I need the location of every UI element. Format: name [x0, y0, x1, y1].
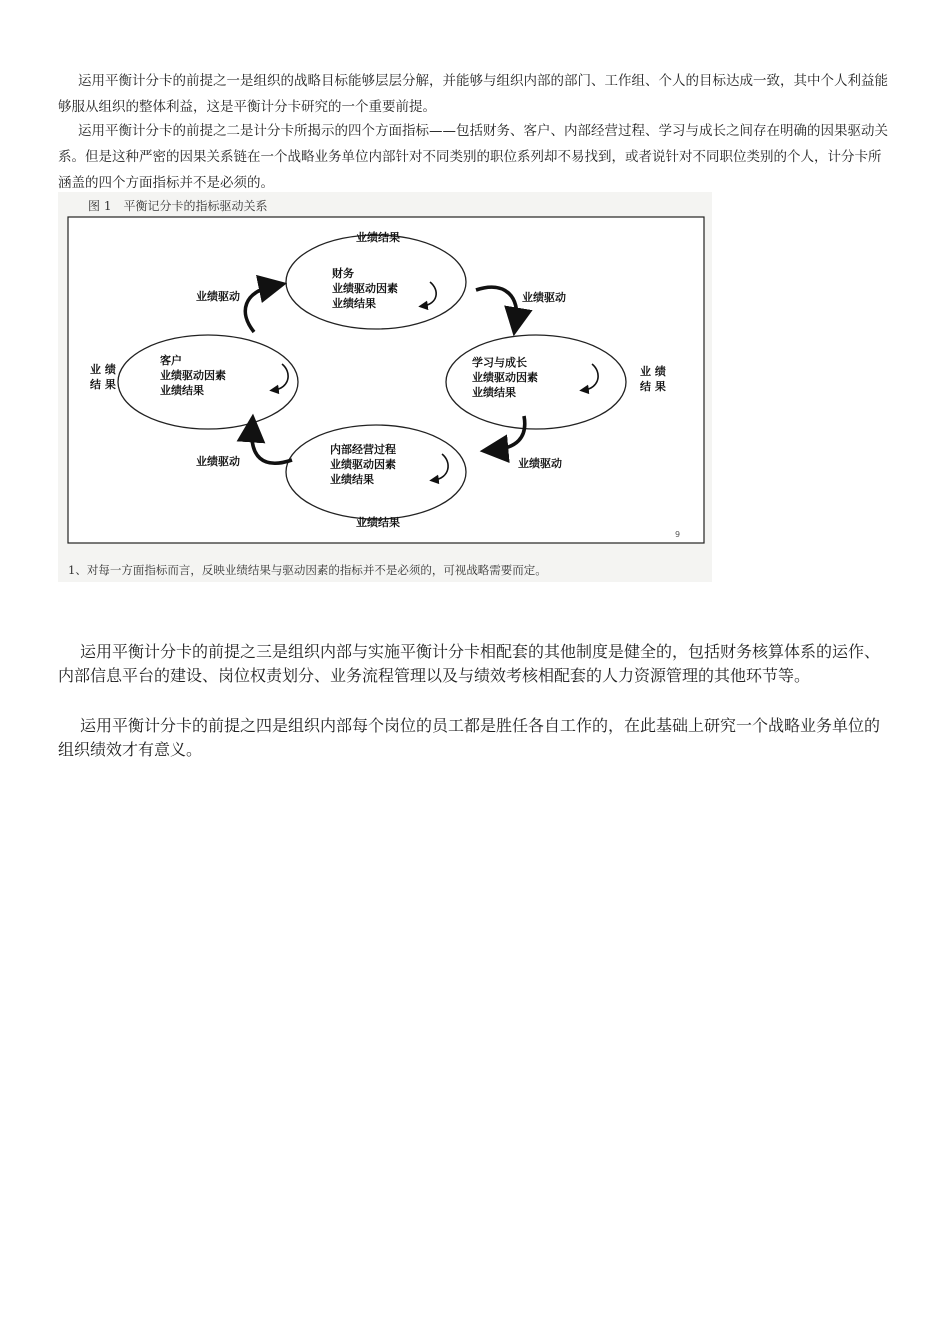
label-result-right-line1: 业 绩 [640, 365, 666, 378]
label-result-right [640, 364, 666, 394]
node-finance-name: 财务 [332, 267, 354, 280]
figure-title: 图 1 平衡记分卡的指标驱动关系 [88, 199, 268, 213]
node-learning-drivers: 业绩驱动因素 [472, 371, 538, 384]
figure-page-mark: 9 [675, 530, 681, 539]
node-customer [160, 353, 226, 398]
node-learning-growth [472, 355, 538, 400]
node-customer-results: 业绩结果 [160, 384, 204, 397]
node-process-results: 业绩结果 [330, 473, 374, 486]
label-drive-bottom-left: 业绩驱动 [196, 455, 240, 468]
node-learning-name: 学习与成长 [472, 356, 527, 369]
node-finance [332, 266, 398, 311]
node-finance-results: 业绩结果 [332, 297, 376, 310]
paragraph-premise-3: 运用平衡计分卡的前提之三是组织内部与实施平衡计分卡相配套的其他制度是健全的，包括财务核算体系的运作、内部信息平台的建设、岗位权责划分、业务流程管理以及与绩效考核相配套的人力资源管理的其他环节等。 [58, 642, 881, 685]
node-finance-drivers: 业绩驱动因素 [332, 282, 398, 295]
label-result-left-line1: 业 绩 [90, 363, 116, 376]
node-process-drivers: 业绩驱动因素 [330, 458, 396, 471]
label-drive-bottom-right: 业绩驱动 [518, 457, 562, 470]
figure-scorecard-driver-diagram [58, 192, 712, 582]
node-internal-process [330, 442, 396, 487]
label-drive-top-left: 业绩驱动 [196, 290, 240, 303]
node-process-name: 内部经营过程 [330, 443, 396, 456]
label-result-left-line2: 结 果 [90, 378, 116, 391]
label-drive-top-right: 业绩驱动 [522, 291, 566, 304]
node-learning-results: 业绩结果 [472, 386, 516, 399]
paragraph-premise-4: 运用平衡计分卡的前提之四是组织内部每个岗位的员工都是胜任各自工作的，在此基础上研究一个战略业务单位的组织绩效才有意义。 [58, 716, 881, 759]
node-customer-name: 客户 [160, 354, 182, 367]
figure-footnote: 1、对每一方面指标而言，反映业绩结果与驱动因素的指标并不是必须的，可视战略需要而定。 [68, 563, 547, 577]
label-result-right-line2: 结 果 [640, 380, 666, 393]
node-customer-drivers: 业绩驱动因素 [160, 369, 226, 382]
paragraph-premise-1: 运用平衡计分卡的前提之一是组织的战略目标能够层层分解，并能够与组织内部的部门、工作组、个人的目标达成一致，其中个人利益能够服从组织的整体利益，这是平衡计分卡研究的一个重要前提。 [58, 73, 888, 115]
paragraph-premise-2: 运用平衡计分卡的前提之二是计分卡所揭示的四个方面指标——包括财务、客户、内部经营过程、学习与成长之间存在明确的因果驱动关系。但是这种严密的因果关系链在一个战略业务单位内部针对不同类别的职位系列却不易找到，或者说针对不同职位类别的个人，计分卡所涵盖的四个方面指标并不是必须的。 [58, 123, 888, 191]
label-result-top: 业绩结果 [356, 231, 400, 244]
label-result-left [90, 362, 116, 392]
label-result-bottom: 业绩结果 [356, 516, 400, 529]
